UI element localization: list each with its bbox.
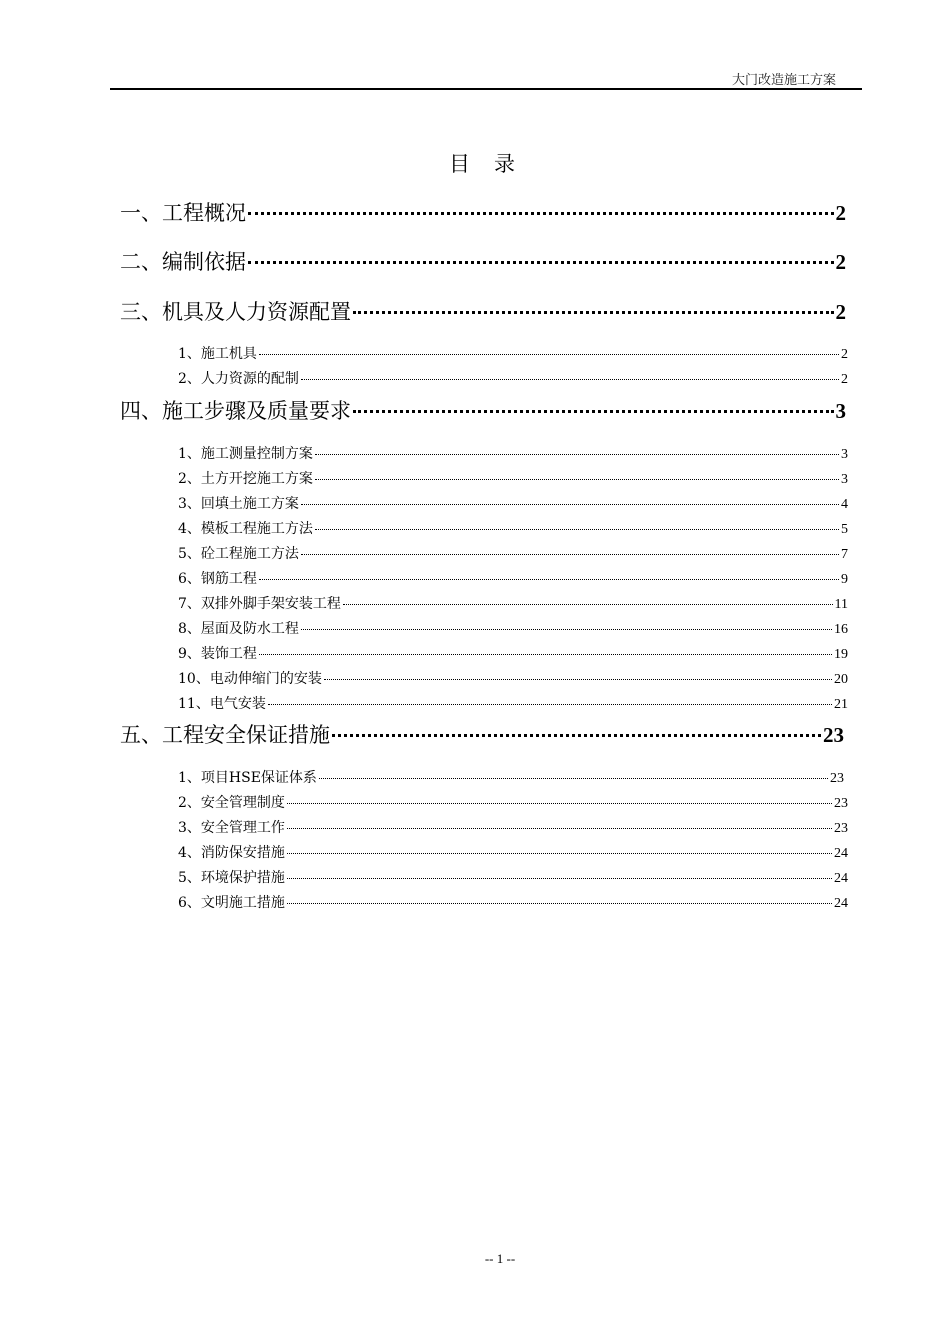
toc-entry-label: 2、人力资源的配制 xyxy=(178,371,299,387)
toc-entry-label: 7、双排外脚手架安装工程 xyxy=(178,596,341,612)
dot-leader xyxy=(268,704,832,705)
toc-entry-label: 1、施工测量控制方案 xyxy=(178,446,313,462)
toc-entry-level2[interactable] xyxy=(178,792,848,812)
dot-leader xyxy=(353,410,834,413)
dot-leader xyxy=(315,454,839,455)
dot-leader xyxy=(259,654,832,655)
toc-entry-page: 23 xyxy=(823,723,844,747)
dot-leader xyxy=(287,903,832,904)
toc-entry-page: 2 xyxy=(841,347,848,362)
dot-leader xyxy=(287,828,832,829)
dot-leader xyxy=(301,629,832,630)
dot-leader xyxy=(287,803,832,804)
toc-entry-label: 2、安全管理制度 xyxy=(178,795,285,811)
toc-entry-label: 3、回填土施工方案 xyxy=(178,496,299,512)
toc-title-part: 录 xyxy=(494,152,517,176)
toc-entry-page: 7 xyxy=(841,547,848,562)
dot-leader xyxy=(287,878,832,879)
toc-entry-level2[interactable] xyxy=(178,643,848,663)
toc-entry-page: 23 xyxy=(830,771,844,786)
dot-leader xyxy=(343,604,833,605)
toc-entry-level2[interactable] xyxy=(178,618,848,638)
toc-entry-label: 五、工程安全保证措施 xyxy=(120,723,330,747)
toc-entry-level2[interactable] xyxy=(178,693,848,713)
dot-leader xyxy=(287,853,832,854)
toc-entry-page: 3 xyxy=(841,472,848,487)
toc-entry-page: 23 xyxy=(834,796,848,811)
toc-entry-page: 21 xyxy=(834,697,848,712)
toc-entry-level2[interactable] xyxy=(178,568,848,588)
toc-entry-level2[interactable] xyxy=(178,468,848,488)
dot-leader xyxy=(301,379,839,380)
toc-entry-level2[interactable] xyxy=(178,368,848,388)
dot-leader xyxy=(332,734,821,737)
toc-entry-level1[interactable] xyxy=(120,296,846,326)
toc-entry-label: 二、编制依据 xyxy=(120,250,246,274)
toc-entry-page: 2 xyxy=(835,201,846,225)
header-rule xyxy=(110,88,862,90)
toc-entry-level1[interactable] xyxy=(120,246,846,276)
toc-entry-page: 20 xyxy=(834,672,848,687)
toc-entry-page: 19 xyxy=(834,647,848,662)
toc-entry-page: 3 xyxy=(841,447,848,462)
toc-entry-page: 3 xyxy=(835,399,846,423)
toc-entry-label: 8、屋面及防水工程 xyxy=(178,621,299,637)
toc-entry-page: 11 xyxy=(834,597,848,612)
toc-title-part: 目 xyxy=(449,152,472,176)
toc-entry-label: 1、项目HSE保证体系 xyxy=(178,770,317,786)
toc-entry-page: 5 xyxy=(841,522,848,537)
toc-entry-label: 6、钢筋工程 xyxy=(178,571,257,587)
toc-entry-page: 2 xyxy=(835,300,846,324)
toc-entry-page: 24 xyxy=(834,871,848,886)
dot-leader xyxy=(315,479,839,480)
toc-entry-level2[interactable] xyxy=(178,668,848,688)
toc-entry-label: 三、机具及人力资源配置 xyxy=(120,300,351,324)
toc-entry-label: 5、砼工程施工方法 xyxy=(178,546,299,562)
dot-leader xyxy=(248,212,834,215)
toc-entry-level1[interactable] xyxy=(120,395,846,425)
toc-entry-level2[interactable] xyxy=(178,817,848,837)
toc-entry-level2[interactable] xyxy=(178,593,848,613)
dot-leader xyxy=(259,579,839,580)
toc-entry-level2[interactable] xyxy=(178,343,848,363)
toc-entry-level2[interactable] xyxy=(178,543,848,563)
toc-entry-page: 24 xyxy=(834,846,848,861)
toc-entry-level2[interactable] xyxy=(178,443,848,463)
toc-entry-page: 16 xyxy=(834,622,848,637)
toc-entry-page: 23 xyxy=(834,821,848,836)
toc-entry-label: 5、环境保护措施 xyxy=(178,870,285,886)
toc-entry-level2[interactable] xyxy=(178,892,848,912)
toc-entry-level2[interactable] xyxy=(178,767,844,787)
toc-entry-level2[interactable] xyxy=(178,867,848,887)
dot-leader xyxy=(259,354,839,355)
toc-entry-label: 四、施工步骤及质量要求 xyxy=(120,399,351,423)
dot-leader xyxy=(319,778,828,779)
dot-leader xyxy=(324,679,832,680)
dot-leader xyxy=(248,261,834,264)
page-footer: -- 1 -- xyxy=(484,1251,516,1266)
dot-leader xyxy=(315,529,839,530)
toc-entry-label: 2、土方开挖施工方案 xyxy=(178,471,313,487)
toc-entry-level1[interactable] xyxy=(120,719,844,749)
toc-entry-label: 9、装饰工程 xyxy=(178,646,257,662)
toc-title xyxy=(0,148,950,178)
toc-entry-page: 24 xyxy=(834,896,848,911)
toc-entry-label: 1、施工机具 xyxy=(178,346,257,362)
toc-entry-page: 9 xyxy=(841,572,848,587)
toc-entry-label: 一、工程概况 xyxy=(120,201,246,225)
toc-entry-level2[interactable] xyxy=(178,493,848,513)
toc-entry-label: 3、安全管理工作 xyxy=(178,820,285,836)
running-header: 大门改造施工方案 xyxy=(731,73,836,88)
dot-leader xyxy=(301,554,839,555)
toc-entry-label: 4、消防保安措施 xyxy=(178,845,285,861)
toc-entry-label: 10、电动伸缩门的安装 xyxy=(178,671,322,687)
toc-entry-level1[interactable] xyxy=(120,197,846,227)
toc-entry-label: 11、电气安装 xyxy=(178,696,266,712)
toc-entry-level2[interactable] xyxy=(178,842,848,862)
dot-leader xyxy=(353,311,834,314)
dot-leader xyxy=(301,504,839,505)
toc-entry-page: 2 xyxy=(841,372,848,387)
toc-entry-label: 6、文明施工措施 xyxy=(178,895,285,911)
toc-entry-level2[interactable] xyxy=(178,518,848,538)
toc-entry-page: 4 xyxy=(841,497,848,512)
toc-entry-page: 2 xyxy=(835,250,846,274)
toc-entry-label: 4、模板工程施工方法 xyxy=(178,521,313,537)
